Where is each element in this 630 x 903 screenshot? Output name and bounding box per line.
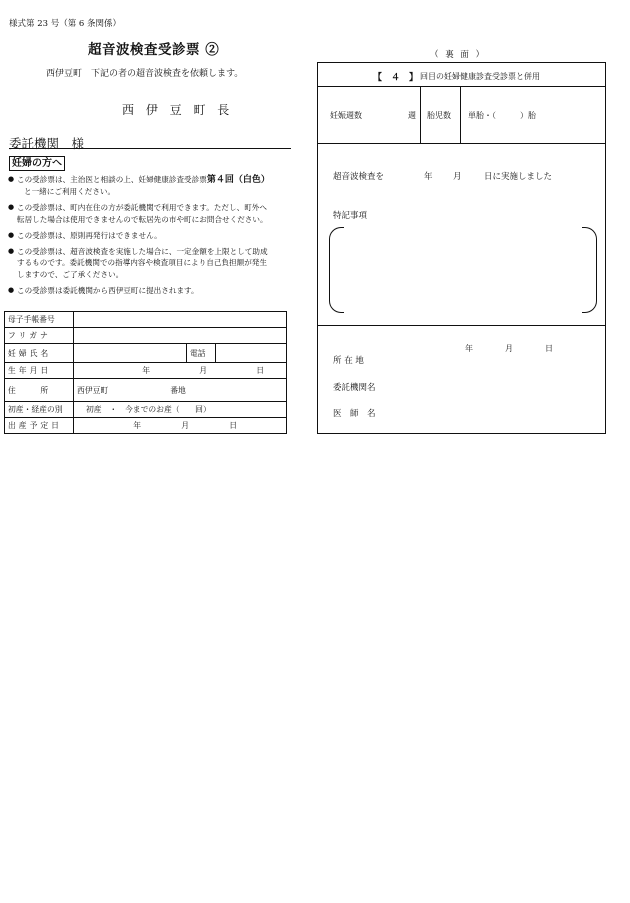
notice-text: するものです。委託機関での指導内容や検査項目により自己負担額が発生 bbox=[17, 258, 267, 268]
checkup-header-text: 回目の妊婦健康診査受診票と併用 bbox=[420, 72, 540, 81]
year-unit: 年 bbox=[133, 421, 141, 430]
day-unit: 日 bbox=[229, 421, 237, 430]
table-row bbox=[5, 328, 287, 344]
birthdate-field[interactable] bbox=[74, 363, 287, 379]
notice-emphasis: 第４回（白色） bbox=[206, 175, 270, 185]
notice-text: 転居した場合は使用できませんので転居先の市や町にお問合せください。 bbox=[17, 214, 268, 224]
mayor-title: 西 伊 豆 町 長 bbox=[122, 103, 234, 117]
due-date-field[interactable] bbox=[74, 418, 287, 434]
parity-label: 初産・経産の別 bbox=[5, 402, 74, 418]
agency-addressee: 委託機関 様 bbox=[9, 136, 85, 151]
notice-text: ● この受診票は、町内在住の方が委託機関で利用できます。ただし、町外へ bbox=[17, 203, 267, 213]
notice-text: と一緒にご利用ください。 bbox=[24, 187, 116, 197]
notice-heading: 妊婦の方へ bbox=[9, 156, 65, 171]
divider bbox=[318, 86, 605, 87]
maternal-book-number-label: 母子手帳番号 bbox=[5, 312, 74, 328]
divider bbox=[460, 86, 461, 143]
exam-completed-text: 日に実施しました bbox=[484, 172, 553, 182]
table-row bbox=[5, 379, 287, 402]
notice-text: ● この受診票は委託機関から西伊豆町に提出されます。 bbox=[17, 285, 199, 295]
request-text: 西伊豆町 下記の者の超音波検査を依頼します。 bbox=[46, 69, 244, 79]
agency-name-label: 委託機関名 bbox=[333, 383, 376, 393]
furigana-field[interactable] bbox=[74, 328, 287, 344]
remarks-bracket-right bbox=[582, 227, 597, 313]
town-name: 西伊豆町 bbox=[77, 385, 109, 395]
exam-year-unit: 年 bbox=[424, 172, 433, 182]
gestational-weeks-label: 妊娠週数 bbox=[330, 111, 362, 120]
table-row bbox=[5, 312, 287, 328]
table-row bbox=[5, 344, 287, 363]
fetus-count-label: 胎児数 bbox=[427, 111, 451, 120]
notice-item-4 bbox=[9, 246, 299, 280]
parity-field[interactable]: 初産 ・ 今までのお産（ 回） bbox=[74, 402, 287, 418]
date-day-unit: 日 bbox=[545, 344, 553, 353]
date-year-unit: 年 bbox=[465, 344, 473, 353]
remarks-field[interactable] bbox=[344, 229, 582, 311]
exam-month-unit: 月 bbox=[453, 172, 462, 182]
divider bbox=[318, 143, 605, 144]
month-unit: 月 bbox=[181, 421, 189, 430]
date-month-unit: 月 bbox=[505, 344, 513, 353]
remarks-bracket-left bbox=[329, 227, 344, 313]
form-number: 様式第 23 号（第 6 条関係） bbox=[9, 19, 122, 29]
notice-text: しますので、ご了承ください。 bbox=[17, 269, 124, 279]
table-row bbox=[5, 402, 287, 418]
birthdate-label: 生年月日 bbox=[5, 363, 74, 379]
agency-underline bbox=[9, 148, 291, 149]
table-row bbox=[5, 418, 287, 434]
notice-text: この受診票は、主治医と相談の上、妊婦健康診査受診票 bbox=[17, 175, 207, 184]
checkup-number-bracket: 【 ４ 】 bbox=[373, 73, 419, 83]
table-row bbox=[5, 363, 287, 379]
divider bbox=[420, 86, 421, 143]
notice-text: ● この受診票は、原則再発行はできません。 bbox=[17, 230, 162, 240]
remarks-label: 特記事項 bbox=[333, 211, 368, 221]
exam-text: 超音波検査を bbox=[333, 172, 385, 182]
address-label: 住 所 bbox=[5, 379, 74, 402]
reverse-side-box bbox=[317, 62, 606, 434]
address-field[interactable] bbox=[74, 379, 287, 402]
furigana-label: フリガナ bbox=[5, 328, 74, 344]
day-unit: 日 bbox=[256, 366, 264, 375]
phone-field[interactable] bbox=[216, 344, 287, 363]
name-label: 妊婦氏名 bbox=[5, 344, 74, 363]
notice-text: ● この受診票は、超音波検査を実施した場合に、一定金額を上限として助成 bbox=[17, 246, 268, 256]
notice-list bbox=[9, 174, 299, 301]
notice-item-3 bbox=[9, 230, 299, 241]
notice-item-1 bbox=[9, 174, 299, 198]
name-field[interactable] bbox=[74, 344, 187, 363]
notice-item-5 bbox=[9, 285, 299, 296]
phone-label: 電話 bbox=[187, 344, 216, 363]
divider bbox=[318, 325, 605, 326]
reverse-side-label: （ 裏 面 ） bbox=[430, 50, 487, 60]
due-date-label: 出産予定日 bbox=[5, 418, 74, 434]
weeks-unit: 週 bbox=[408, 111, 416, 120]
banchi-unit: 番地 bbox=[170, 385, 186, 395]
doctor-name-label: 医 師 名 bbox=[333, 409, 376, 419]
location-label: 所 在 地 bbox=[333, 356, 364, 366]
patient-info-table bbox=[4, 311, 287, 434]
month-unit: 月 bbox=[199, 366, 207, 375]
fetus-count-value[interactable]: 単胎・（ ）胎 bbox=[468, 111, 536, 120]
maternal-book-number-field[interactable] bbox=[74, 312, 287, 328]
notice-item-2 bbox=[9, 202, 299, 225]
year-unit: 年 bbox=[142, 366, 150, 375]
form-title: 超音波検査受診票 ② bbox=[88, 42, 220, 58]
